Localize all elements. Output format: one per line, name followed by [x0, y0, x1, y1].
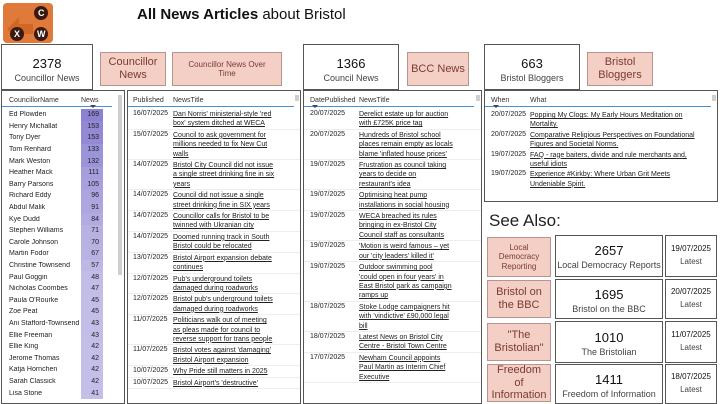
bristolian-latest	[665, 321, 717, 363]
row-title-link[interactable]	[359, 130, 471, 159]
councillor-news-count: 2378	[32, 56, 62, 71]
local-democracy-latest	[665, 235, 717, 277]
councillor-name: Heather Mack	[9, 169, 53, 177]
bloggers-rows	[485, 110, 717, 189]
row-date: 14/07/2025	[133, 161, 169, 169]
councillor-news-count: 41	[81, 387, 103, 399]
row-title-link[interactable]	[359, 160, 471, 189]
bloggers-header	[485, 91, 711, 107]
row-date: 10/07/2025	[133, 367, 169, 375]
news-articles-table	[127, 90, 301, 404]
bristolian-latest-label: Latest	[680, 343, 702, 352]
title-line: damaged during roadworks	[173, 305, 258, 313]
header-news[interactable]: News	[81, 97, 99, 104]
row-date: 20/07/2025	[491, 130, 527, 138]
council-news-header	[304, 91, 474, 107]
councillor-news-count: 91	[81, 202, 103, 214]
row-date: 19/07/2025	[310, 191, 346, 199]
list-item[interactable]	[128, 190, 300, 211]
table-row[interactable]	[2, 132, 124, 144]
councillor-name: Paul Goggin	[9, 273, 48, 281]
title-line: Comparative Religious Perspectives on Foundational	[530, 131, 695, 139]
list-item[interactable]	[304, 353, 481, 383]
title-line: continues	[173, 264, 203, 272]
councillor-name: Christine Townsend	[9, 262, 70, 270]
row-date: 19/07/2025	[491, 170, 527, 178]
local-democracy-card	[555, 235, 663, 277]
list-item[interactable]	[304, 262, 481, 302]
table-row[interactable]	[2, 155, 124, 167]
local-democracy-button[interactable]: Local Democracy Reporting	[487, 237, 551, 277]
sort-caret-icon	[90, 105, 96, 108]
councillor-name: Henry Michallat	[9, 122, 58, 130]
row-date: 11/07/2025	[133, 316, 168, 324]
councillor-news-count: 153	[81, 132, 103, 144]
foi-label: Freedom of Information	[562, 389, 656, 399]
news-articles-rows	[128, 109, 300, 389]
title-line: Council to ask government for	[173, 131, 266, 139]
list-item[interactable]	[128, 130, 300, 160]
row-title-link[interactable]	[359, 262, 471, 301]
bristol-bloggers-label: Bristol Bloggers	[500, 73, 564, 83]
council-news-label: Council News	[323, 73, 379, 83]
bristolian-card	[555, 321, 663, 363]
table-row[interactable]	[2, 213, 124, 225]
list-item[interactable]	[128, 378, 300, 389]
title-line: twinned with Ukranian city	[173, 222, 254, 230]
title-line: Optimising heat pump	[359, 192, 428, 200]
row-title-link[interactable]	[173, 109, 291, 129]
bristol-bloggers-button[interactable]: Bristol Bloggers	[587, 52, 653, 86]
title-line: Councillor calls for Bristol to be	[173, 213, 270, 221]
row-date: 17/07/2025	[310, 353, 346, 361]
table-row[interactable]	[2, 341, 124, 353]
title-line: 'could open in four years' in	[359, 273, 444, 281]
sort-caret-icon	[493, 105, 499, 108]
table-row[interactable]	[2, 387, 124, 399]
councillor-name: Carole Johnson	[9, 238, 59, 246]
table-row[interactable]	[2, 271, 124, 283]
councillor-news-count: 43	[81, 318, 103, 330]
title-line: Bristol pub's underground toilets	[173, 296, 273, 304]
row-title-link[interactable]	[359, 353, 471, 382]
bbc-count: 1695	[594, 287, 624, 302]
title-line: Hundreds of Bristol school	[359, 131, 441, 139]
list-item[interactable]	[485, 150, 717, 170]
title-line: Bristol Airport expansion	[173, 356, 249, 364]
table-row[interactable]	[2, 202, 124, 214]
table-row[interactable]	[2, 329, 124, 341]
title-line: ramps up	[359, 292, 389, 300]
row-date: 18/07/2025	[310, 302, 346, 310]
councillor-name: Paula O'Rourke	[9, 296, 59, 304]
list-item[interactable]	[485, 110, 717, 130]
title-line: our 'city leaders' killed it'	[359, 252, 434, 260]
title-line: millions needed to fix New Cut	[173, 141, 268, 149]
table-row[interactable]	[2, 167, 124, 179]
bristol-bloggers-card	[484, 44, 580, 90]
see-also-heading: See Also:	[489, 211, 561, 230]
councillor-news-count: 42	[81, 376, 103, 388]
bbc-date: 20/07/2025	[670, 287, 712, 296]
title-line: Paul Martin as Interim Chief	[359, 364, 446, 372]
councillor-name: Richard Eddy	[9, 192, 52, 200]
bloggers-scrollbar[interactable]	[712, 95, 716, 101]
councillor-news-count: 84	[81, 213, 103, 225]
foi-count: 1411	[595, 372, 623, 387]
row-title-link[interactable]	[173, 211, 291, 231]
councillor-name: Zoe Peat	[9, 308, 38, 316]
table-row[interactable]	[2, 364, 124, 376]
list-item[interactable]	[485, 169, 717, 189]
title-line: with £725K price tag	[359, 120, 423, 128]
row-title-link[interactable]	[173, 253, 291, 273]
row-title-link[interactable]	[359, 332, 471, 352]
title-line: Outdoor swimming pool	[359, 264, 433, 272]
local-democracy-label: Local Democracy Reports	[557, 260, 661, 270]
list-item[interactable]	[128, 274, 300, 295]
row-date: 19/07/2025	[491, 150, 527, 158]
row-date: 20/07/2025	[310, 110, 346, 117]
list-item[interactable]	[128, 253, 300, 274]
row-title-link[interactable]	[359, 211, 471, 240]
title-line: Bristol votes against 'damaging'	[173, 347, 272, 355]
row-date: 15/07/2025	[133, 130, 169, 138]
bristolian-button[interactable]: "The Bristolian"	[487, 323, 551, 361]
title-line: box' system ditched at WECA	[173, 120, 265, 128]
title-line: Bristol City Council did not issue	[173, 162, 273, 170]
logo-letter-w: W	[37, 29, 46, 39]
table-row[interactable]	[2, 376, 124, 388]
row-title-link[interactable]	[359, 190, 471, 210]
title-line: Executive	[359, 373, 390, 381]
header-what[interactable]: What	[530, 97, 547, 104]
table-row[interactable]	[2, 260, 124, 272]
local-democracy-date: 19/07/2025	[670, 244, 712, 253]
list-item[interactable]	[304, 160, 481, 190]
title-line: Doomed running track in South	[173, 233, 270, 241]
council-news-count: 1366	[336, 56, 366, 71]
sort-caret-icon	[312, 105, 318, 108]
councillor-news-count: 70	[81, 237, 103, 249]
list-item[interactable]	[304, 130, 481, 160]
title-line: East Bristol park as campaign	[359, 282, 452, 290]
title-line: FAQ - rage baiters, divide and rule merchants and,	[530, 151, 687, 159]
list-item[interactable]	[304, 302, 481, 332]
title-line: useful idiots	[530, 161, 567, 169]
councillor-name: Tom Renhard	[9, 146, 52, 154]
councillor-table-rows	[2, 109, 124, 399]
bbc-button[interactable]: Bristol on the BBC	[487, 280, 551, 318]
councillor-news-count: 42	[81, 364, 103, 376]
row-date: 14/07/2025	[133, 212, 169, 220]
logo-letter-x: X	[14, 29, 21, 39]
councillor-news-count: 42	[81, 341, 103, 353]
row-title-link[interactable]	[173, 366, 291, 376]
title-line: years	[173, 180, 191, 188]
row-date: 19/07/2025	[310, 263, 346, 271]
row-date: 10/07/2025	[133, 378, 169, 386]
councillor-news-count: 111	[81, 167, 103, 179]
row-title-link[interactable]	[530, 169, 710, 189]
row-date: 14/07/2025	[133, 191, 169, 199]
list-item[interactable]	[304, 332, 481, 353]
councillor-news-count: 71	[81, 225, 103, 237]
title-line: as pleas made for council to	[173, 326, 261, 334]
news-articles-header	[128, 91, 294, 107]
table-row[interactable]	[2, 248, 124, 260]
list-item[interactable]	[485, 130, 717, 150]
row-title-link[interactable]	[359, 109, 471, 129]
title-line: Derelict estate up for auction	[359, 111, 449, 118]
list-item[interactable]	[304, 211, 481, 241]
table-row[interactable]	[2, 121, 124, 133]
row-title-link[interactable]	[530, 110, 710, 130]
foi-latest-label: Latest	[680, 385, 702, 394]
table-row[interactable]	[2, 144, 124, 156]
page-title	[137, 6, 346, 23]
page-title-bold: All News Articles	[137, 6, 259, 23]
news-articles-scrollbar[interactable]	[295, 95, 299, 101]
title-line: walls	[173, 150, 189, 158]
header-date-published[interactable]: DatePublished	[310, 97, 356, 104]
title-line: places remain empty as locals	[359, 141, 453, 149]
row-date: 20/07/2025	[491, 111, 527, 118]
councillor-name: Jerome Thomas	[9, 354, 60, 362]
councillor-news-count: 57	[81, 260, 103, 272]
table-row[interactable]	[2, 283, 124, 295]
councillor-news-count: 132	[81, 155, 103, 167]
councillor-news-count: 105	[81, 179, 103, 191]
councillor-news-count: 96	[81, 190, 103, 202]
councillor-name: Martin Fodor	[9, 250, 49, 258]
page-title-rest: about Bristol	[258, 6, 346, 23]
title-line: Bristol could be relocated	[173, 243, 252, 251]
row-title-link[interactable]	[173, 294, 291, 314]
councillor-news-count: 169	[81, 109, 103, 121]
local-democracy-latest-label: Latest	[680, 257, 702, 266]
list-item[interactable]	[128, 109, 300, 130]
title-line: years to decide on	[359, 171, 417, 179]
councillor-name: Stephen Williams	[9, 227, 64, 235]
row-date: 16/07/2025	[133, 110, 169, 117]
row-date: 11/07/2025	[133, 346, 168, 354]
app-logo[interactable]	[3, 3, 53, 43]
title-line: blame 'inflated house prices'	[359, 150, 447, 158]
row-title-link[interactable]	[173, 160, 291, 189]
title-line: Undeniable Spirit.	[530, 180, 586, 188]
row-title-link[interactable]	[173, 130, 291, 159]
councillor-table-scrollbar[interactable]	[118, 95, 122, 275]
title-line: Council did not issue a single	[173, 192, 264, 200]
councillor-news-count: 42	[81, 352, 103, 364]
header-council-news-title[interactable]: NewsTitle	[359, 97, 390, 104]
foi-date: 18/07/2025	[670, 372, 712, 381]
list-item[interactable]	[304, 241, 481, 262]
row-date: 14/07/2025	[133, 232, 169, 240]
councillor-name: Kye Dudd	[9, 215, 40, 223]
list-item[interactable]	[128, 294, 300, 315]
row-title-link[interactable]	[173, 232, 291, 252]
councillor-news-table	[1, 90, 125, 404]
councillor-news-count: 133	[81, 144, 103, 156]
councillor-news-count: 45	[81, 306, 103, 318]
councillor-news-button[interactable]: Councillor News	[100, 52, 166, 86]
councillor-name: Ani Stafford-Townsend	[9, 319, 80, 327]
councillor-news-label: Councillor News	[14, 73, 80, 83]
council-news-table	[303, 90, 482, 404]
councillor-name: Ellie Freeman	[9, 331, 53, 339]
title-line: Why Pride still matters in 2025	[173, 368, 268, 376]
table-row[interactable]	[2, 352, 124, 364]
title-line: Popping My Clogs: My Early Hours Meditation on	[530, 112, 683, 119]
councillor-name: Tony Dyer	[9, 134, 41, 142]
bbc-latest	[665, 279, 717, 319]
row-title-link[interactable]	[173, 315, 291, 344]
title-line: a single street drinking fine in six	[173, 171, 275, 179]
foi-latest	[665, 364, 717, 404]
council-news-card	[303, 44, 399, 90]
title-line: bringing in ex-Bristol City	[359, 222, 437, 230]
councillor-news-count: 47	[81, 283, 103, 295]
row-title-link[interactable]	[530, 150, 710, 170]
councillor-news-over-time-button[interactable]: Councillor News Over Time	[172, 52, 282, 86]
bristolian-count: 1010	[594, 330, 624, 345]
row-date: 19/07/2025	[310, 212, 346, 220]
councillor-news-count: 67	[81, 248, 103, 260]
row-date: 19/07/2025	[310, 161, 346, 169]
row-title-link[interactable]	[173, 378, 291, 388]
councillor-name: Mark Weston	[9, 157, 51, 165]
foi-card	[555, 364, 663, 404]
councillor-news-card	[1, 44, 93, 90]
title-line: WECA breached its rules	[359, 213, 437, 221]
header-councillor-name[interactable]: CouncillorName	[9, 97, 59, 104]
table-row[interactable]	[2, 306, 124, 318]
title-line: restaurant's idea	[359, 180, 411, 188]
bbc-label: Bristol on the BBC	[572, 304, 646, 314]
councillor-name: Abdul Malik	[9, 204, 46, 212]
row-date: 12/07/2025	[133, 295, 169, 303]
councillor-name: Nicholas Coombes	[9, 285, 68, 293]
list-item[interactable]	[128, 160, 300, 190]
title-line: installations in social housing	[359, 201, 450, 209]
title-line: Mortality.	[530, 121, 558, 129]
header-news-title[interactable]: NewsTitle	[173, 97, 204, 104]
bbc-card	[555, 279, 663, 319]
row-date: 19/07/2025	[310, 242, 346, 250]
table-row[interactable]	[2, 295, 124, 307]
title-line: Stoke Lodge campaigners hit	[359, 303, 450, 311]
councillor-name: Barry Parsons	[9, 180, 54, 188]
list-item[interactable]	[128, 366, 300, 377]
title-line: bill	[359, 322, 368, 330]
table-row[interactable]	[2, 179, 124, 191]
title-line: Bristol Airport expansion debate	[173, 254, 272, 262]
councillor-news-count: 43	[81, 329, 103, 341]
table-row[interactable]	[2, 318, 124, 330]
title-line: Politicians walk out of meeting	[173, 317, 267, 325]
row-title-link[interactable]	[359, 302, 471, 331]
list-item[interactable]	[128, 232, 300, 253]
row-title-link[interactable]	[173, 345, 291, 365]
table-row[interactable]	[2, 237, 124, 249]
councillor-name: Katja Hornchen	[9, 366, 58, 374]
row-date: 13/07/2025	[133, 253, 169, 261]
list-item[interactable]	[304, 109, 481, 130]
title-line: Bristol Airport's 'destructive'	[173, 379, 258, 387]
bristol-bloggers-count: 663	[521, 56, 543, 71]
title-line: with 'vindictive' £90,000 legal	[359, 313, 449, 321]
row-title-link[interactable]	[173, 274, 291, 294]
table-row[interactable]	[2, 190, 124, 202]
header-published[interactable]: Published	[133, 97, 164, 104]
row-title-link[interactable]	[359, 241, 471, 261]
title-line: reverse support for trans people	[173, 335, 273, 343]
list-item[interactable]	[128, 345, 300, 366]
row-title-link[interactable]	[173, 190, 291, 210]
title-line: street drinking fine in SIX years	[173, 201, 270, 209]
council-news-scrollbar[interactable]	[476, 95, 480, 101]
list-item[interactable]	[128, 211, 300, 232]
title-line: 'Motion is weird famous – yet	[359, 243, 450, 251]
councillor-news-count: 48	[81, 271, 103, 283]
councillor-name: Ellie King	[9, 343, 39, 351]
title-line: Frustration as council taking	[359, 162, 447, 170]
row-title-link[interactable]	[530, 130, 710, 150]
councillor-news-count: 153	[81, 121, 103, 133]
list-item[interactable]	[304, 190, 481, 211]
title-line: Latest News on Bristol City	[359, 333, 443, 341]
bbc-latest-label: Latest	[680, 300, 702, 309]
bristolian-label: The Bristolian	[581, 347, 637, 357]
councillor-news-count: 45	[81, 295, 103, 307]
table-row[interactable]	[2, 109, 124, 121]
title-line: Centre - Bristol Town Centre	[359, 343, 447, 351]
title-line: Figures and Societal Norms.	[530, 141, 619, 149]
table-row[interactable]	[2, 225, 124, 237]
councillor-name: Lisa Stone	[9, 389, 43, 397]
title-line: Newham Council appoints	[359, 354, 441, 362]
row-date: 20/07/2025	[310, 130, 346, 138]
row-date: 12/07/2025	[133, 274, 169, 282]
bcc-news-button[interactable]: BCC News	[407, 52, 469, 86]
foi-button[interactable]: Freedom of Information	[487, 364, 551, 402]
row-date: 18/07/2025	[310, 332, 346, 340]
local-democracy-count: 2657	[594, 243, 624, 258]
header-when[interactable]: When	[491, 97, 510, 104]
council-news-rows	[304, 109, 481, 383]
bloggers-table	[484, 90, 718, 202]
logo-letter-c: C	[38, 8, 45, 18]
bristolian-date: 11/07/2025	[671, 330, 711, 339]
title-line: Experience #Kirkby: Where Urban Grit Meets	[530, 171, 671, 179]
title-line: Council staff as consultants	[359, 231, 445, 239]
title-line: Pub's underground toilets	[173, 275, 253, 283]
councillor-name: Ed Plowden	[9, 111, 47, 119]
title-line: Dan Norris' ministerial-style 'red	[173, 111, 272, 118]
councillor-name: Sarah Classick	[9, 377, 56, 385]
title-line: damaged during roadworks	[173, 284, 258, 292]
list-item[interactable]	[128, 315, 300, 345]
